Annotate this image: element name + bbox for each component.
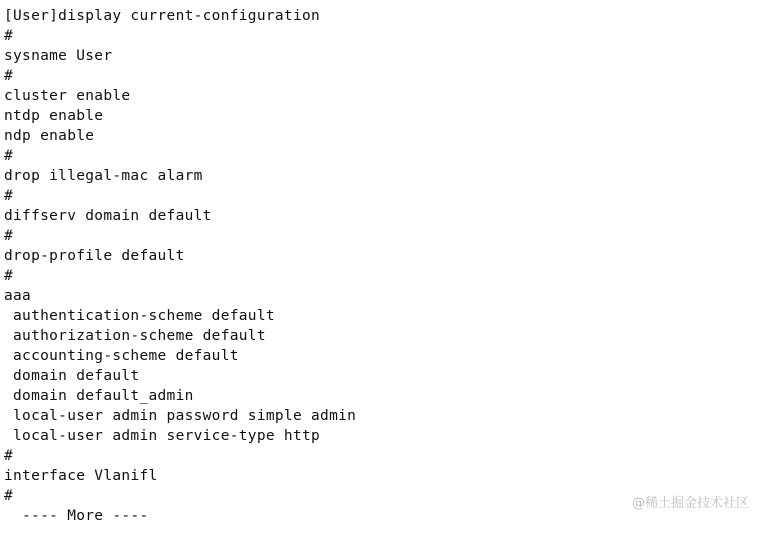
console-line: diffserv domain default	[4, 208, 212, 224]
console-line: #	[4, 448, 14, 464]
console-line: local-user admin password simple admin	[4, 408, 357, 424]
watermark-label: @稀土掘金技术社区	[631, 496, 749, 511]
console-line: #	[4, 228, 14, 244]
console-line: #	[4, 488, 14, 504]
console-line: #	[4, 28, 14, 44]
console-line: drop illegal-mac alarm	[4, 168, 203, 184]
console-line: local-user admin service-type http	[4, 428, 321, 444]
console-line: ndp enable	[4, 128, 95, 144]
console-line: domain default	[4, 368, 140, 384]
console-line: #	[4, 68, 14, 84]
console-line: drop-profile default	[4, 248, 185, 264]
console-line: cluster enable	[4, 88, 131, 104]
console-line: #	[4, 268, 14, 284]
console-line: aaa	[4, 288, 32, 304]
console-line: domain default_admin	[4, 388, 194, 404]
console-line: #	[4, 188, 14, 204]
console-line: accounting-scheme default	[4, 348, 239, 364]
console-line: sysname User	[4, 48, 113, 64]
console-line: authorization-scheme default	[4, 328, 266, 344]
console-line: #	[4, 148, 14, 164]
console-output	[4, 6, 763, 506]
more-pager-prompt[interactable]: ---- More ----	[4, 508, 149, 524]
console-line: ntdp enable	[4, 108, 104, 124]
console-line: [User]display current-configuration	[4, 8, 321, 24]
console-line: interface Vlanifl	[4, 468, 158, 484]
console-line: authentication-scheme default	[4, 308, 275, 324]
